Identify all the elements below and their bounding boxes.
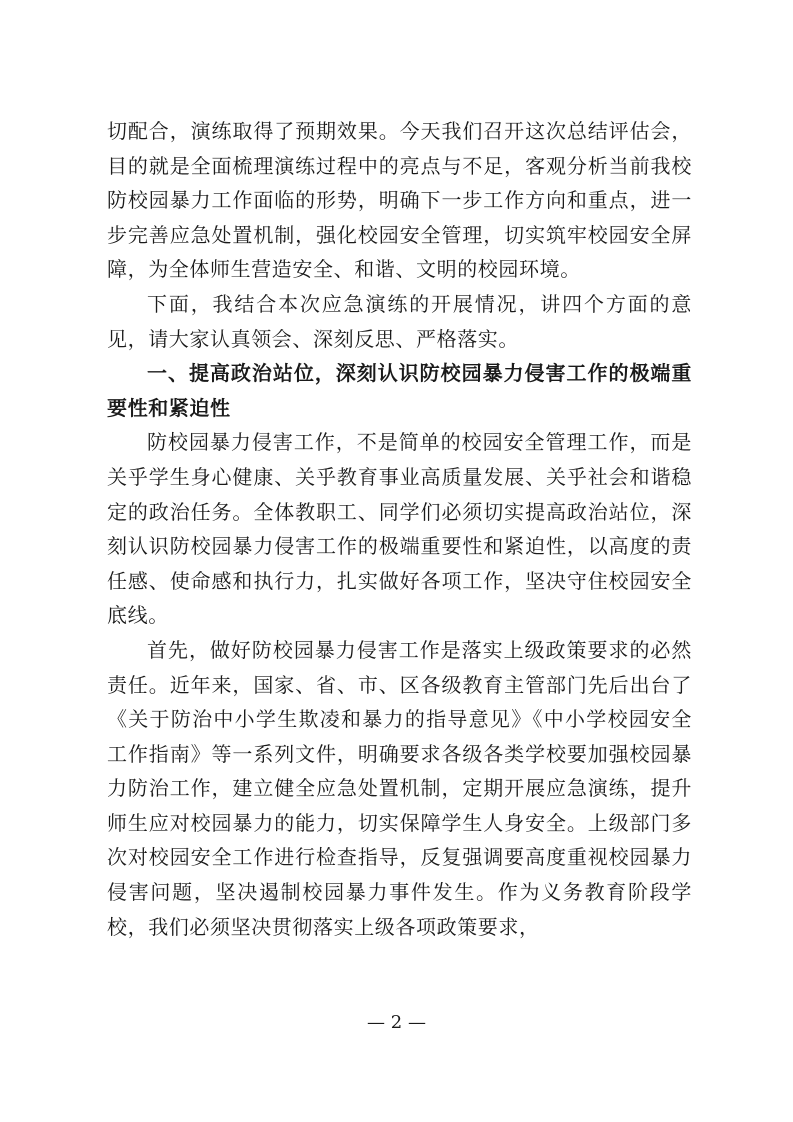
paragraph-intro: 下面，我结合本次应急演练的开展情况，讲四个方面的意见，请大家认真领会、深刻反思、严格落实。	[107, 291, 692, 351]
paragraph-first-point: 首先，做好防校园暴力侵害工作是落实上级政策要求的必然责任。近年来，国家、省、市、区各级教育主管部门先后出台了《关于防治中小学生欺凌和暴力的指导意见》《中小学校园安全工作指南》等一系列文件，明确要求各级各类学校要加强校园暴力防治工作，建立健全应急处置机制，定期开展应急演练，提升师生应对校园暴力的能力，切实保障学生人身安全。上级部门多次对校园安全工作进行检查指导，反复强调要高度重视校园暴力侵害问题，坚决遏制校园暴力事件发生。作为义务教育阶段学校，我们必须坚决贯彻落实上级各项政策要求，	[107, 637, 692, 939]
page-number: — 2 —	[367, 1012, 426, 1033]
section-heading-1: 一、提高政治站位，深刻认识防校园暴力侵害工作的极端重要性和紧迫性	[107, 361, 692, 420]
document-body	[107, 114, 692, 944]
paragraph-section-1-body: 防校园暴力侵害工作，不是简单的校园安全管理工作，而是关乎学生身心健康、关乎教育事业高质量发展、关乎社会和谐稳定的政治任务。全体教职工、同学们必须切实提高政治站位，深刻认识防校园暴力侵害工作的极端重要性和紧迫性，以高度的责任感、使命感和执行力，扎实做好各项工作，坚决守住校园安全底线。	[107, 430, 692, 628]
paragraph-continuation: 切配合，演练取得了预期效果。今天我们召开这次总结评估会，目的就是全面梳理演练过程中的亮点与不足，客观分析当前我校防校园暴力工作面临的形势，明确下一步工作方向和重点，进一步完善应急处置机制，强化校园安全管理，切实筑牢校园安全屏障，为全体师生营造安全、和谐、文明的校园环境。	[107, 119, 692, 282]
